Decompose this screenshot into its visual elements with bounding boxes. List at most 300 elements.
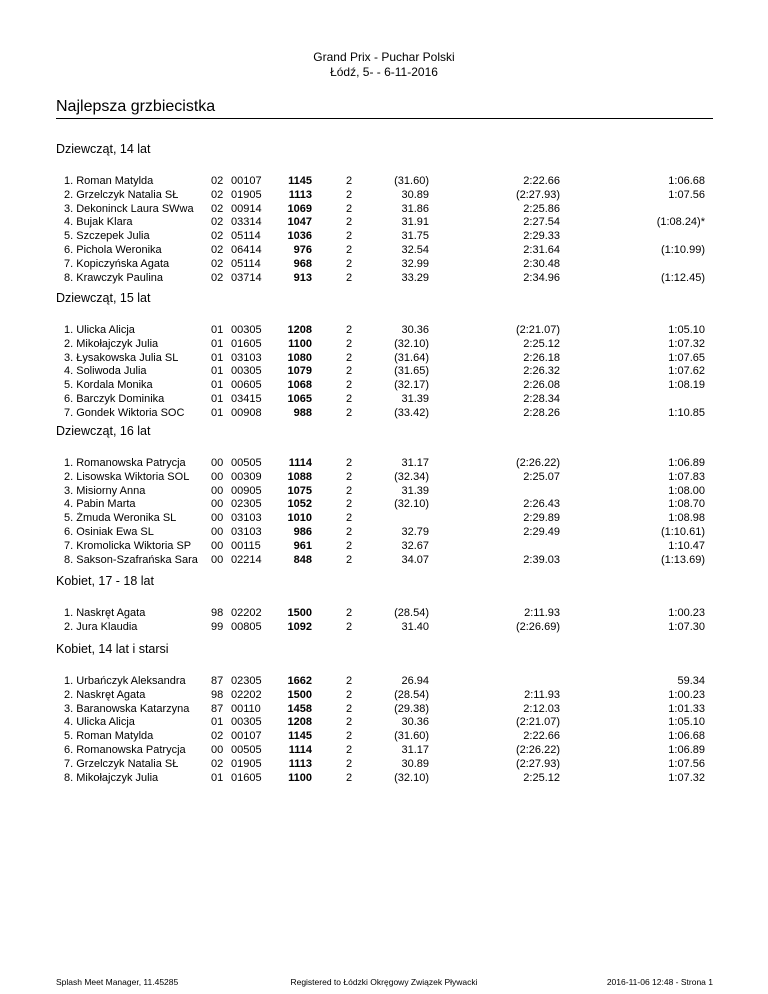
- club-code: 00805: [231, 620, 262, 633]
- split-100m: 2:26.32: [523, 365, 560, 378]
- club-code: 02305: [231, 675, 262, 687]
- result-rows: [56, 457, 713, 567]
- heat-number: 2: [346, 392, 353, 405]
- points: 1065: [287, 392, 312, 405]
- split-50m: (31.60): [394, 730, 429, 743]
- heat-number: 2: [346, 484, 353, 497]
- points: 1113: [288, 188, 312, 201]
- heat-number: 2: [346, 188, 353, 201]
- table-row: [56, 607, 713, 621]
- athlete-name: 3. Baranowska Katarzyna: [64, 702, 190, 715]
- result-rows: [56, 324, 713, 421]
- club-code: 00107: [231, 730, 262, 743]
- split-50m: (31.64): [394, 351, 429, 364]
- birth-year: 02: [211, 257, 224, 270]
- header-line-1: Grand Prix - Puchar Polski: [313, 50, 455, 64]
- footer-software: Splash Meet Manager, 11.45285: [56, 977, 179, 987]
- table-row: [56, 352, 713, 366]
- section-title: Kobiet, 17 - 18 lat: [56, 574, 154, 588]
- athlete-name: 5. Szczepek Julia: [64, 230, 150, 243]
- points: 1075: [287, 484, 312, 497]
- athlete-name: 2. Grzelczyk Natalia SŁ: [64, 188, 179, 201]
- final-time: (1:12.45): [660, 271, 705, 284]
- points: 913: [293, 271, 312, 284]
- athlete-name: 5. Roman Matylda: [64, 730, 154, 743]
- table-row: [56, 407, 713, 421]
- athlete-name: 7. Gondek Wiktoria SOC: [64, 406, 185, 419]
- heat-number: 2: [346, 324, 353, 336]
- club-code: 02305: [231, 498, 262, 511]
- result-section: [56, 290, 713, 421]
- heat-number: 2: [346, 271, 353, 284]
- table-row: [56, 675, 713, 689]
- heat-number: 2: [346, 607, 353, 619]
- split-100m: (2:26.22): [515, 457, 560, 469]
- split-50m: 31.39: [401, 392, 429, 405]
- club-code: 03103: [231, 512, 262, 525]
- birth-year: 02: [211, 188, 224, 201]
- split-50m: (33.42): [394, 406, 429, 419]
- birth-year: 98: [211, 688, 224, 701]
- split-50m: 31.86: [401, 202, 429, 215]
- points: 1092: [287, 620, 312, 633]
- final-time: 1:06.68: [668, 730, 705, 743]
- split-50m: (28.54): [394, 688, 429, 701]
- birth-year: 02: [211, 175, 224, 187]
- club-code: 03103: [231, 525, 262, 538]
- split-50m: 30.89: [401, 188, 429, 201]
- final-time: 1:08.00: [668, 484, 705, 497]
- split-100m: 2:31.64: [523, 243, 560, 256]
- athlete-name: 3. Łysakowska Julia SL: [64, 351, 179, 364]
- final-time: 1:05.10: [668, 716, 705, 729]
- result-rows: [56, 675, 713, 785]
- split-50m: (31.65): [394, 365, 429, 378]
- split-50m: 30.89: [401, 757, 429, 770]
- heat-number: 2: [346, 202, 353, 215]
- points: 848: [293, 553, 312, 566]
- table-row: [56, 540, 713, 554]
- result-section: [56, 423, 713, 567]
- split-50m: (32.34): [394, 470, 429, 483]
- table-row: [56, 772, 713, 786]
- athlete-name: 7. Kopiczyńska Agata: [64, 257, 170, 270]
- birth-year: 01: [211, 351, 224, 364]
- heat-number: 2: [346, 470, 353, 483]
- table-row: [56, 621, 713, 635]
- birth-year: 01: [211, 716, 224, 729]
- athlete-name: 7. Kromolicka Wiktoria SP: [64, 539, 192, 552]
- table-row: [56, 338, 713, 352]
- split-100m: 2:11.93: [524, 688, 560, 701]
- points: 1113: [288, 757, 312, 770]
- athlete-name: 4. Soliwoda Julia: [64, 365, 147, 378]
- club-code: 03314: [231, 216, 262, 229]
- points: 1079: [287, 365, 312, 378]
- athlete-name: 6. Osiniak Ewa SL: [64, 525, 154, 538]
- athlete-name: 4. Pabin Marta: [64, 498, 136, 511]
- split-100m: 2:11.93: [524, 607, 560, 619]
- birth-year: 01: [211, 324, 224, 336]
- athlete-name: 2. Jura Klaudia: [64, 620, 138, 633]
- birth-year: 00: [211, 512, 224, 525]
- athlete-name: 2. Mikołajczyk Julia: [64, 337, 159, 350]
- birth-year: 00: [211, 498, 224, 511]
- points: 1036: [287, 230, 312, 243]
- points: 1662: [287, 675, 312, 687]
- birth-year: 99: [211, 620, 224, 633]
- table-row: [56, 324, 713, 338]
- split-100m: 2:29.89: [523, 512, 560, 525]
- points: 1208: [287, 324, 312, 336]
- section-title: Dziewcząt, 14 lat: [56, 142, 151, 156]
- heat-number: 2: [346, 175, 353, 187]
- split-50m: 31.91: [401, 216, 429, 229]
- table-row: [56, 175, 713, 189]
- heat-number: 2: [346, 512, 353, 525]
- club-code: 00905: [231, 484, 262, 497]
- final-time: 1:05.10: [668, 324, 705, 336]
- header-line-2: Łódź, 5- - 6-11-2016: [330, 65, 438, 79]
- table-row: [56, 258, 713, 272]
- split-100m: 2:25.12: [523, 771, 560, 784]
- table-row: [56, 272, 713, 286]
- heat-number: 2: [346, 243, 353, 256]
- club-code: 01605: [231, 337, 262, 350]
- result-rows: [56, 607, 713, 635]
- athlete-name: 4. Bujak Klara: [64, 216, 133, 229]
- birth-year: 00: [211, 553, 224, 566]
- final-time: (1:10.99): [660, 243, 705, 256]
- points: 1500: [287, 688, 312, 701]
- split-100m: 2:29.33: [523, 230, 560, 243]
- final-time: 1:06.89: [668, 457, 705, 469]
- split-100m: 2:26.18: [523, 351, 560, 364]
- split-100m: 2:25.86: [523, 202, 560, 215]
- result-section: [56, 641, 713, 785]
- split-100m: 2:30.48: [523, 257, 560, 270]
- split-50m: 31.40: [401, 620, 429, 633]
- heat-number: 2: [346, 498, 353, 511]
- section-title: Dziewcząt, 16 lat: [56, 424, 151, 438]
- points: 1114: [288, 743, 312, 756]
- club-code: 00908: [231, 406, 262, 419]
- points: 1068: [287, 379, 312, 392]
- heat-number: 2: [346, 620, 353, 633]
- points: 961: [293, 539, 312, 552]
- table-row: [56, 730, 713, 744]
- club-code: 02202: [231, 607, 262, 619]
- table-row: [56, 554, 713, 568]
- final-time: 1:07.32: [668, 771, 705, 784]
- points: 1500: [287, 607, 312, 619]
- heat-number: 2: [346, 525, 353, 538]
- title-divider: [56, 118, 713, 119]
- split-100m: (2:26.69): [515, 620, 560, 633]
- birth-year: 02: [211, 216, 224, 229]
- club-code: 01605: [231, 771, 262, 784]
- table-row: [56, 758, 713, 772]
- section-title: Kobiet, 14 lat i starsi: [56, 642, 169, 656]
- athlete-name: 1. Ulicka Alicja: [64, 324, 135, 336]
- table-row: [56, 203, 713, 217]
- split-50m: (29.38): [394, 702, 429, 715]
- table-row: [56, 744, 713, 758]
- club-code: 05114: [231, 257, 261, 270]
- athlete-name: 5. Kordala Monika: [64, 379, 153, 392]
- birth-year: 01: [211, 337, 224, 350]
- points: 1100: [288, 771, 312, 784]
- athlete-name: 4. Ulicka Alicja: [64, 716, 135, 729]
- heat-number: 2: [346, 257, 353, 270]
- split-50m: (32.10): [394, 498, 429, 511]
- table-row: [56, 365, 713, 379]
- split-50m: 30.36: [401, 324, 429, 336]
- heat-number: 2: [346, 730, 353, 743]
- athlete-name: 6. Barczyk Dominika: [64, 392, 165, 405]
- birth-year: 00: [211, 525, 224, 538]
- club-code: 00505: [231, 743, 262, 756]
- birth-year: 00: [211, 457, 224, 469]
- split-100m: 2:12.03: [523, 702, 560, 715]
- birth-year: 02: [211, 202, 224, 215]
- table-row: [56, 716, 713, 730]
- points: 976: [293, 243, 312, 256]
- birth-year: 02: [211, 230, 224, 243]
- table-row: [56, 457, 713, 471]
- points: 1069: [287, 202, 312, 215]
- club-code: 05114: [231, 230, 261, 243]
- points: 1010: [287, 512, 312, 525]
- split-50m: 31.17: [401, 457, 429, 469]
- points: 1100: [288, 337, 312, 350]
- split-50m: (32.10): [394, 337, 429, 350]
- points: 1047: [287, 216, 312, 229]
- points: 1114: [288, 457, 312, 469]
- club-code: 00305: [231, 716, 262, 729]
- club-code: 00305: [231, 324, 262, 336]
- final-time: 1:06.89: [668, 743, 705, 756]
- split-50m: 30.36: [401, 716, 429, 729]
- final-time: 1:08.98: [668, 512, 705, 525]
- final-time: 1:01.33: [668, 702, 705, 715]
- split-50m: (31.60): [394, 175, 429, 187]
- athlete-name: 1. Roman Matylda: [64, 175, 154, 187]
- birth-year: 01: [211, 365, 224, 378]
- table-row: [56, 216, 713, 230]
- points: 1145: [288, 175, 312, 187]
- split-50m: 34.07: [401, 553, 429, 566]
- split-50m: 32.67: [401, 539, 429, 552]
- table-row: [56, 244, 713, 258]
- split-100m: 2:22.66: [523, 730, 560, 743]
- table-row: [56, 512, 713, 526]
- final-time: 1:07.30: [668, 620, 705, 633]
- split-50m: 32.54: [401, 243, 429, 256]
- heat-number: 2: [346, 406, 353, 419]
- final-time: 1:07.56: [668, 757, 705, 770]
- split-100m: 2:28.34: [523, 392, 560, 405]
- points: 1208: [287, 716, 312, 729]
- split-50m: (28.54): [394, 607, 429, 619]
- athlete-name: 2. Lisowska Wiktoria SOL: [64, 470, 190, 483]
- birth-year: 87: [211, 675, 224, 687]
- final-time: (1:13.69): [660, 553, 705, 566]
- heat-number: 2: [346, 757, 353, 770]
- split-50m: 31.75: [401, 230, 429, 243]
- heat-number: 2: [346, 230, 353, 243]
- footer-timestamp: 2016-11-06 12:48 - Strona 1: [606, 977, 713, 987]
- heat-number: 2: [346, 771, 353, 784]
- split-100m: 2:28.26: [523, 406, 560, 419]
- table-row: [56, 471, 713, 485]
- club-code: 00505: [231, 457, 262, 469]
- heat-number: 2: [346, 379, 353, 392]
- athlete-name: 3. Dekoninck Laura SWwa: [64, 202, 194, 215]
- result-section: [56, 573, 713, 635]
- split-100m: 2:39.03: [523, 553, 560, 566]
- athlete-name: 1. Romanowska Patrycja: [64, 457, 186, 469]
- athlete-name: 3. Misiorny Anna: [64, 484, 146, 497]
- club-code: 03415: [231, 392, 262, 405]
- club-code: 00605: [231, 379, 262, 392]
- athlete-name: 8. Krawczyk Paulina: [64, 271, 164, 284]
- heat-number: 2: [346, 702, 353, 715]
- result-rows: [56, 175, 713, 285]
- athlete-name: 1. Naskręt Agata: [64, 607, 146, 619]
- birth-year: 87: [211, 702, 224, 715]
- points: 1080: [287, 351, 312, 364]
- athlete-name: 2. Naskręt Agata: [64, 688, 146, 701]
- split-100m: 2:22.66: [523, 175, 560, 187]
- heat-number: 2: [346, 539, 353, 552]
- final-time: 1:07.32: [668, 337, 705, 350]
- heat-number: 2: [346, 675, 353, 687]
- split-100m: 2:26.43: [523, 498, 560, 511]
- birth-year: 01: [211, 406, 224, 419]
- birth-year: 01: [211, 771, 224, 784]
- club-code: 01905: [231, 188, 262, 201]
- heat-number: 2: [346, 216, 353, 229]
- footer-registration: Registered to Łódzki Okręgowy Związek Pływacki: [290, 977, 478, 987]
- club-code: 03714: [231, 271, 262, 284]
- final-time: 1:06.68: [668, 175, 705, 187]
- athlete-name: 1. Urbańczyk Aleksandra: [64, 675, 186, 687]
- heat-number: 2: [346, 351, 353, 364]
- birth-year: 02: [211, 730, 224, 743]
- club-code: 00309: [231, 470, 262, 483]
- club-code: 01905: [231, 757, 262, 770]
- club-code: 00305: [231, 365, 262, 378]
- birth-year: 00: [211, 484, 224, 497]
- split-100m: (2:21.07): [515, 324, 560, 336]
- heat-number: 2: [346, 457, 353, 469]
- table-row: [56, 189, 713, 203]
- points: 1458: [287, 702, 312, 715]
- birth-year: 02: [211, 243, 224, 256]
- split-100m: (2:26.22): [515, 743, 560, 756]
- split-50m: 32.79: [401, 525, 429, 538]
- club-code: 03103: [231, 351, 262, 364]
- split-100m: 2:25.12: [523, 337, 560, 350]
- club-code: 02214: [231, 553, 262, 566]
- split-50m: 33.29: [401, 271, 429, 284]
- split-50m: (32.17): [394, 379, 429, 392]
- split-100m: 2:25.07: [523, 470, 560, 483]
- split-50m: 31.17: [401, 743, 429, 756]
- table-row: [56, 498, 713, 512]
- final-time: 1:08.19: [668, 379, 705, 392]
- table-row: [56, 703, 713, 717]
- page-title: Najlepsza grzbiecistka: [56, 98, 216, 115]
- athlete-name: 5. Żmuda Weronika SL: [64, 512, 177, 525]
- birth-year: 00: [211, 743, 224, 756]
- athlete-name: 7. Grzelczyk Natalia SŁ: [64, 757, 179, 770]
- club-code: 00110: [231, 702, 261, 715]
- split-50m: 31.39: [401, 484, 429, 497]
- club-code: 02202: [231, 688, 262, 701]
- final-time: 1:07.62: [668, 365, 705, 378]
- table-row: [56, 379, 713, 393]
- club-code: 00115: [231, 539, 261, 552]
- athlete-name: 8. Sakson-Szafrańska Sara: [64, 553, 198, 566]
- birth-year: 00: [211, 470, 224, 483]
- birth-year: 98: [211, 607, 224, 619]
- final-time: 1:00.23: [668, 607, 705, 619]
- split-50m: (32.10): [394, 771, 429, 784]
- birth-year: 02: [211, 757, 224, 770]
- final-time: (1:10.61): [660, 525, 705, 538]
- club-code: 00914: [231, 202, 262, 215]
- heat-number: 2: [346, 553, 353, 566]
- heat-number: 2: [346, 337, 353, 350]
- table-row: [56, 689, 713, 703]
- birth-year: 01: [211, 379, 224, 392]
- table-row: [56, 485, 713, 499]
- heat-number: 2: [346, 688, 353, 701]
- split-100m: 2:26.08: [523, 379, 560, 392]
- split-50m: 26.94: [401, 675, 429, 687]
- club-code: 06414: [231, 243, 262, 256]
- table-row: [56, 526, 713, 540]
- split-100m: (2:27.93): [515, 188, 560, 201]
- final-time: 1:07.65: [668, 351, 705, 364]
- final-time: 59.34: [677, 675, 705, 687]
- birth-year: 02: [211, 271, 224, 284]
- points: 1052: [287, 498, 312, 511]
- athlete-name: 6. Pichola Weronika: [64, 243, 162, 256]
- final-time: 1:07.83: [668, 470, 705, 483]
- heat-number: 2: [346, 743, 353, 756]
- split-100m: (2:21.07): [515, 716, 560, 729]
- split-100m: 2:34.96: [523, 271, 560, 284]
- points: 988: [293, 406, 312, 419]
- final-time: 1:00.23: [668, 688, 705, 701]
- split-100m: 2:29.49: [523, 525, 560, 538]
- section-title: Dziewcząt, 15 lat: [56, 291, 151, 305]
- final-time: 1:07.56: [668, 188, 705, 201]
- birth-year: 00: [211, 539, 224, 552]
- table-row: [56, 230, 713, 244]
- heat-number: 2: [346, 365, 353, 378]
- club-code: 00107: [231, 175, 262, 187]
- points: 968: [293, 257, 312, 270]
- split-100m: 2:27.54: [523, 216, 560, 229]
- result-section: [56, 141, 713, 285]
- athlete-name: 6. Romanowska Patrycja: [64, 743, 186, 756]
- athlete-name: 8. Mikołajczyk Julia: [64, 771, 159, 784]
- final-time: 1:10.85: [668, 406, 705, 419]
